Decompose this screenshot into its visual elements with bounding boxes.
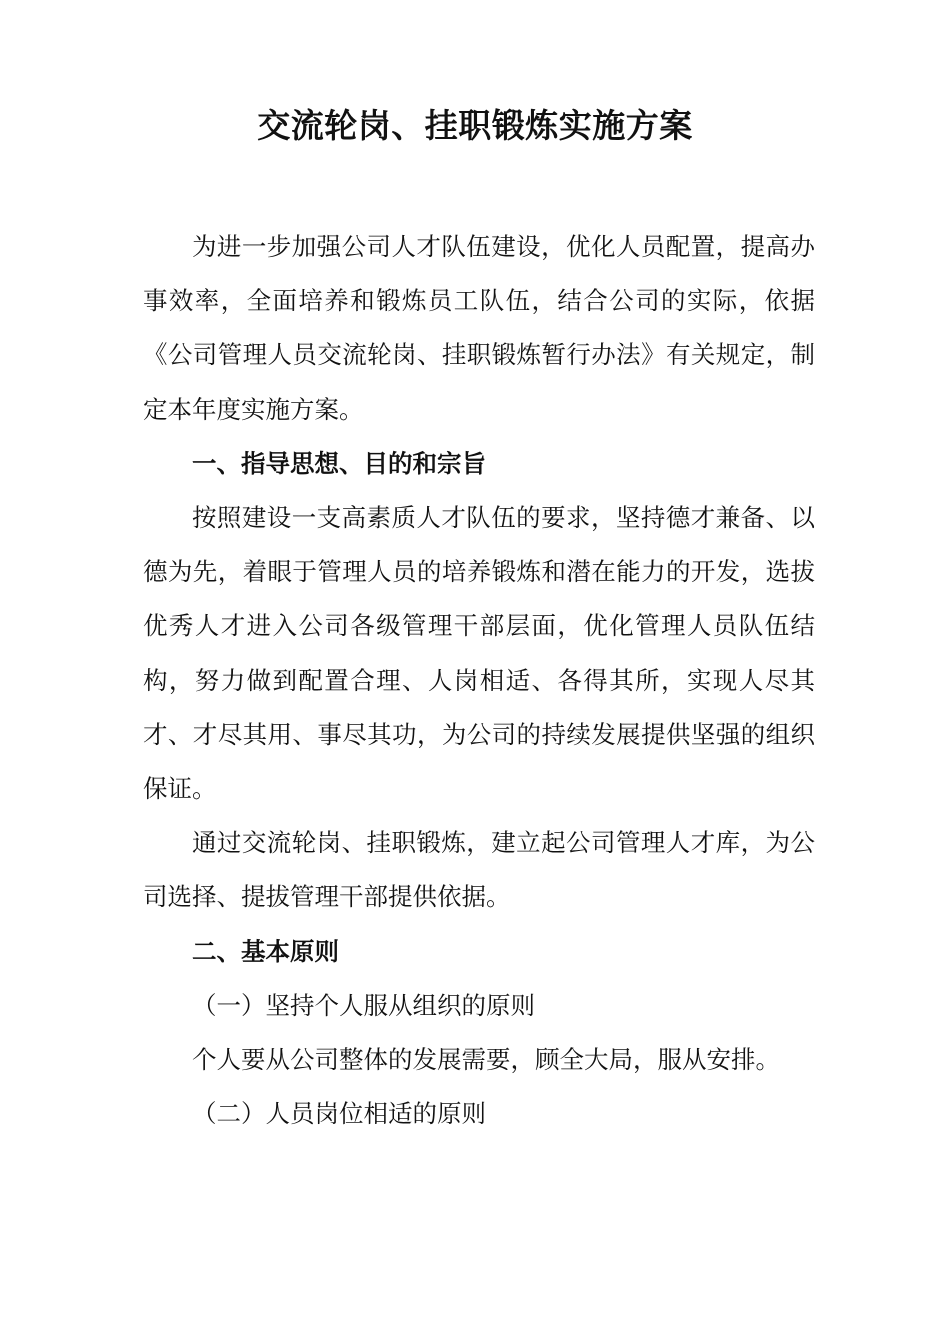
- section-heading-guiding-principles: 一、指导思想、目的和宗旨: [192, 448, 486, 478]
- purpose-paragraph: 通过交流轮岗、挂职锻炼，建立起公司管理人才库，为公司选择、提拔管理干部提供依据。: [143, 828, 815, 912]
- document-title: 交流轮岗、挂职锻炼实施方案: [257, 106, 693, 145]
- guiding-paragraph: 按照建设一支高素质人才队伍的要求，坚持德才兼备、以德为先，着眼于管理人员的培养锻炼和潜在能力的开发，选拔优秀人才进入公司各级管理干部层面，优化管理人员队伍结构，努力做到配置合理、人岗相适、各得其所，实现人尽其才、才尽其用、事尽其功，为公司的持续发展提供坚强的组织保证。: [143, 503, 815, 804]
- section-heading-basic-principles: 二、基本原则: [192, 936, 339, 966]
- subheading-obey-organization: （一）坚持个人服从组织的原则: [192, 990, 535, 1020]
- obey-organization-paragraph: 个人要从公司整体的发展需要，顾全大局，服从安排。: [192, 1045, 780, 1075]
- intro-paragraph: 为进一步加强公司人才队伍建设，优化人员配置，提高办事效率，全面培养和锻炼员工队伍，结合公司的实际，依据《公司管理人员交流轮岗、挂职锻炼暂行办法》有关规定，制定本年度实施方案。: [143, 232, 815, 424]
- document-body: [143, 220, 815, 1141]
- subheading-person-post-fit: （二）人员岗位相适的原则: [192, 1099, 486, 1129]
